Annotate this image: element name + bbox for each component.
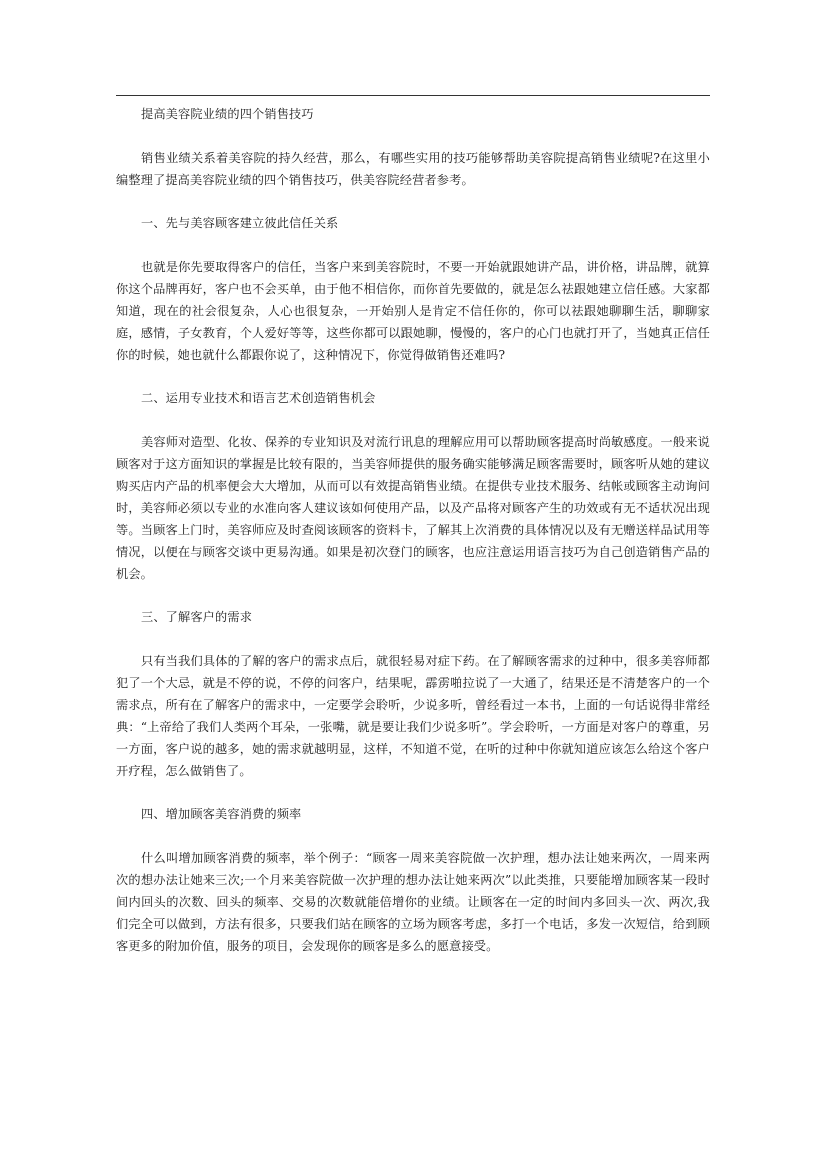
spacer — [116, 125, 710, 147]
spacer — [116, 825, 710, 847]
document-body — [116, 103, 710, 957]
section-body-1: 也就是你先要取得客户的信任，当客户来到美容院时，不要一开始就跟她讲产品，讲价格，讲品牌，就算你这个品牌再好，客户也不会买单，由于他不相信你，而你首先要做的，就是怎么祛跟她建立信任感。大家都知道，现在的社会很复杂，人心也很复杂，一开始别人是肯定不信任你的，你可以祛跟她聊聊生活，聊聊家庭，感情，子女教育，个人爱好等等，这些你都可以跟她聊，慢慢的，客户的心门也就打开了，当她真正信任你的时候，她也就什么都跟你说了，这种情况下，你觉得做销售还难吗? — [116, 260, 710, 362]
section-heading-1: 一、先与美容顾客建立彼此信任关系 — [141, 216, 339, 230]
spacer — [116, 234, 710, 256]
spacer — [116, 782, 710, 803]
intro-paragraph: 销售业绩关系着美容院的持久经营，那么，有哪些实用的技巧能够帮助美容院提高销售业绩呢?在这里小编整理了提高美容院业绩的四个销售技巧，供美容院经营者参考。 — [116, 151, 710, 187]
spacer — [116, 585, 710, 606]
section-body-4: 什么叫增加顾客消费的频率，举个例子：“顾客一周来美容院做一次护理，想办法让她来两次，一周来两次的想办法让她来三次;一个月来美容院做一次护理的想办法让她来两次”以此类推，只要能增加顾客某一段时间内回头的次数、回头的频率、交易的次数就能倍增你的业绩。让顾客在一定的时间内多回头一次、两次,我们完全可以做到，方法有很多，只要我们站在顾客的立场为顾客考虑，多打一个电话，多发一次短信，给到顾客更多的附加价值，服务的项目，会发现你的顾客是多么的愿意接受。 — [116, 851, 710, 953]
section-heading-3: 三、了解客户的需求 — [141, 610, 253, 624]
header-rule — [116, 95, 710, 96]
section-heading-4: 四、增加顾客美容消费的频率 — [141, 807, 302, 821]
document-title: 提高美容院业绩的四个销售技巧 — [141, 107, 314, 121]
section-heading-2: 二、运用专业技术和语言艺术创造销售机会 — [141, 391, 376, 405]
spacer — [116, 366, 710, 387]
section-body-3: 只有当我们具体的了解的客户的需求点后，就很轻易对症下药。在了解顾客需求的过种中，很多美容师都犯了一个大忌，就是不停的说，不停的问客户，结果呢，霹雳啪拉说了一大通了，结果还是不清楚客户的一个需求点，所有在了解客户的需求中，一定要学会聆听，少说多听，曾经看过一本书，上面的一句话说得非常经典：“上帝给了我们人类两个耳朵，一张嘴，就是要让我们少说多听”。学会聆听，一方面是对客户的尊重，另一方面，客户说的越多，她的需求就越明显，这样，不知道不觉，在听的过种中你就知道应该怎么给这个客户开疗程，怎么做销售了。 — [116, 654, 710, 778]
spacer — [116, 409, 710, 431]
section-body-2: 美容师对造型、化妆、保养的专业知识及对流行讯息的理解应用可以帮助顾客提高时尚敏感度。一般来说顾客对于这方面知识的掌握是比较有限的，当美容师提供的服务确实能够满足顾客需要时，顾客听从她的建议购买店内产品的机率便会大大增加，从而可以有效提高销售业绩。在提供专业技术服务、结帐或顾客主动询问时，美容师必须以专业的水准向客人建议该如何使用产品，以及产品将对顾客产生的功效或有无不适状况出现等。当顾客上门时，美容师应及时查阅该顾客的资料卡，了解其上次消费的具体情况以及有无赠送样品试用等情况，以便在与顾客交谈中更易沟通。如果是初次登门的顾客，也应注意运用语言技巧为自己创造销售产品的机会。 — [116, 435, 710, 581]
spacer — [116, 191, 710, 212]
spacer — [116, 628, 710, 650]
